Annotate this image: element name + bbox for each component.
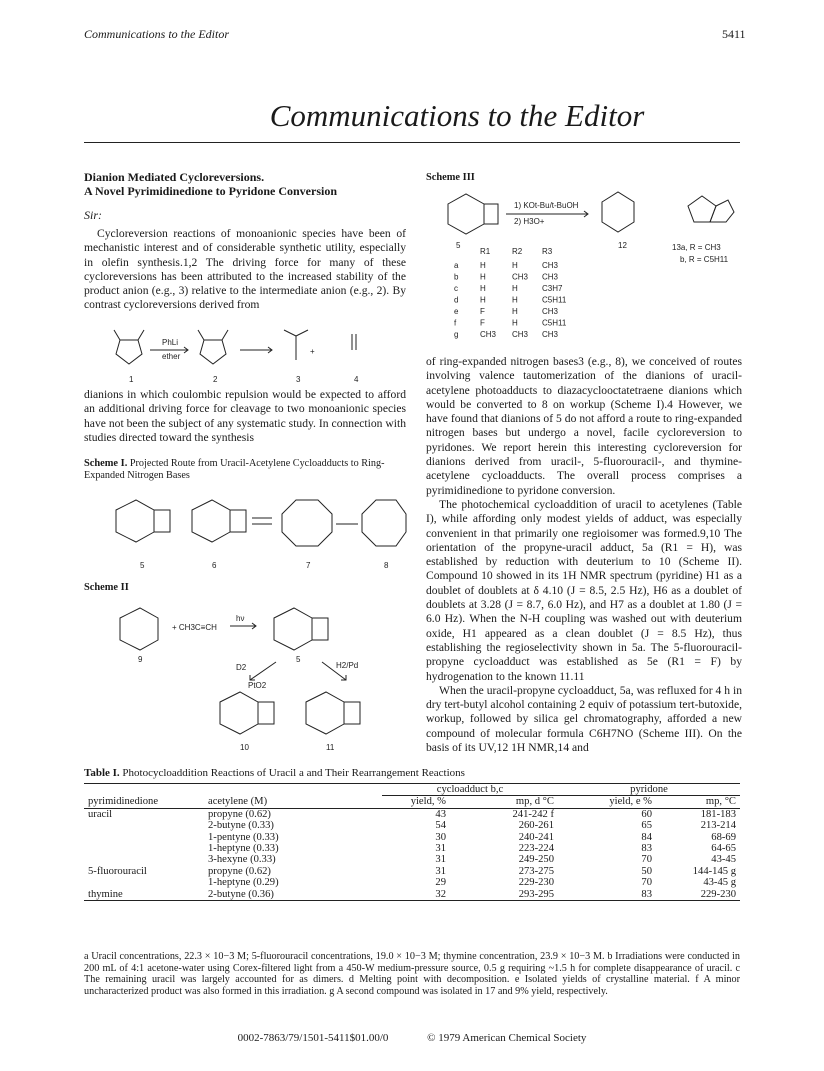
compound-number: 6	[212, 561, 217, 570]
table-cell: 5-fluorouracil	[88, 865, 147, 877]
table-title	[84, 767, 465, 779]
substituent-r3: CH3	[542, 307, 559, 316]
table-cell: 1-pentyne (0.33)	[208, 831, 279, 843]
table-row	[84, 877, 740, 888]
substituent-r3: C5H11	[542, 295, 567, 305]
table-title-label: Table I.	[84, 767, 120, 779]
compound-id: b	[454, 272, 459, 282]
pto2-label: PtO2	[248, 681, 267, 690]
paragraph-1-text: Cycloreversion reactions of monoanionic species have been of mechanistic interest and of considerable synthetic utility, especially in olefin synthesis.1,2 The driving force for many of these cycloreversions has been attributed to the increased stability of the product anion (e.g., 3) relative to the intermediate anion (e.g., 2). By contrast cycloreversions derived from	[84, 227, 406, 312]
table-cell: 241-242 f	[512, 808, 554, 820]
table-cell: 2-butyne (0.33)	[208, 820, 274, 832]
scheme2-structures	[100, 596, 400, 756]
table-cell: 3-hexyne (0.33)	[208, 854, 276, 866]
substituent-r2: H	[512, 307, 518, 316]
table-cell: 32	[435, 888, 446, 900]
right-paragraph-1: of ring-expanded nitrogen bases3 (e.g., 8), we conceived of routes involving valence tautomerization of the dianions of uracil-acetylene photoadducts to diazacyclooctatetraene dianions which would be converted to 8 on workup (Scheme I).4 However, we have found that dianions of 5 do not afford a route to ring-expanded nitrogen bases but undergo a novel, facile cycloreversion to pyridones. We report herein this interesting cycloreversion for dianions derived from uracil-, 5-fluorouracil-, and thymine-acetylene cycloadducts. The overall process comprises a pyrimidinedione to pyridone conversion.	[426, 355, 742, 497]
substituent-r2: H	[512, 284, 518, 293]
svg-text:5: 5	[456, 241, 461, 250]
scheme1-label: Scheme I.	[84, 458, 128, 469]
title-rule	[84, 142, 740, 143]
column-header: mp, °C	[705, 796, 736, 808]
substituent-r3: CH3	[542, 330, 559, 339]
compound-number: 4	[354, 375, 359, 384]
table-row	[84, 832, 740, 843]
substituent-r2: H	[512, 295, 518, 305]
group-header-cycloadduct: cycloadduct b,c	[382, 784, 558, 796]
compound-number: 3	[296, 375, 301, 384]
compound-number: 9	[138, 655, 143, 664]
scheme3-reagent-1: 1) KOt-Bu/t-BuOH	[514, 201, 579, 210]
substituent-r3: CH3	[542, 272, 559, 282]
substituent-r3: C3H7	[542, 284, 563, 293]
compound-number: 7	[306, 561, 311, 570]
hv-label: hν	[236, 614, 245, 623]
table-row	[84, 854, 740, 865]
column-header: yield, %	[410, 796, 446, 808]
table-cell: 2-butyne (0.36)	[208, 888, 274, 900]
column-header: pyrimidinedione	[88, 796, 159, 808]
table-cell: 70	[641, 854, 652, 866]
compound-number: 11	[326, 743, 335, 752]
table-cell: 144-145 g	[692, 865, 736, 877]
d2-label: D2	[236, 663, 247, 672]
doc-code: 0002-7863/79/1501-5411$01.00/0	[237, 1032, 389, 1044]
table-cell: thymine	[88, 888, 123, 900]
table-cell: 65	[641, 820, 652, 832]
data-table	[84, 783, 740, 901]
ether-label: ether	[162, 352, 181, 361]
svg-text:+: +	[310, 347, 315, 356]
table-cell	[84, 820, 204, 831]
table-row	[84, 843, 740, 854]
table-cell: 54	[435, 820, 446, 832]
table-cell: 29	[435, 877, 446, 889]
section-title: Communications to the Editor	[269, 98, 645, 133]
table-cell: 213-214	[700, 820, 736, 832]
table-cell: 31	[435, 854, 446, 866]
scheme1-caption-text: Projected Route from Uracil-Acetylene Cycloadducts to Ring-Expanded Nitrogen Bases	[84, 458, 385, 481]
substituent-r1: H	[480, 284, 486, 293]
substituent-r1: H	[480, 261, 486, 270]
table-cell: 60	[641, 808, 652, 820]
article-title-line1: Dianion Mediated Cycloreversions.	[84, 170, 265, 184]
table-cell: 293-295	[518, 888, 554, 900]
paragraph-2	[84, 388, 406, 445]
column-header: acetylene (M)	[208, 796, 268, 808]
group-header-pyridone: pyridone	[558, 784, 740, 796]
compound-number: 5	[140, 561, 145, 570]
scheme3-label: Scheme III	[426, 172, 475, 183]
substituent-r2: H	[512, 318, 518, 328]
table-cell: 181-183	[700, 808, 736, 820]
table-cell: propyne (0.62)	[208, 865, 271, 877]
running-header: Communications to the Editor	[84, 27, 229, 41]
table-cell: 229-230	[700, 888, 736, 900]
phli-label: PhLi	[162, 338, 179, 347]
table-cell	[84, 877, 204, 888]
table-cell: 223-224	[518, 843, 554, 855]
compound-number: 5	[296, 655, 301, 664]
compound-id: g	[454, 330, 459, 339]
substituent-r1: H	[480, 272, 486, 282]
table-cell: 83	[641, 888, 652, 900]
scheme3-reagent-2: 2) H3O+	[514, 217, 545, 226]
article-title	[84, 170, 404, 198]
table-cell: 43	[435, 808, 446, 820]
scheme3-side-label-1: 13a, R = CH3	[672, 243, 721, 252]
table-cell: 30	[435, 831, 446, 843]
table-cell: 43-45	[711, 854, 736, 866]
right-paragraph-3: When the uracil-propyne cycloadduct, 5a, was refluxed for 4 h in dry tert-butyl alcohol containing 2 equiv of potassium tert-butoxide, workup, followed by silica gel chromatography, afforded a new compound of molecular formula C6H7NO (Scheme III). On the basis of its UV,12 1H NMR,14 and	[426, 683, 742, 755]
scheme2-label: Scheme II	[84, 582, 129, 593]
substituent-header: R3	[542, 247, 553, 256]
compound-id: c	[454, 284, 458, 293]
table-cell: 273-275	[518, 865, 554, 877]
paragraph-2-text: dianions in which coulombic repulsion would be expected to afford an additional driving force for cleavage to two monoanionic species have not been the subject of any systematic study. In connection with studies directed toward the synthesis	[84, 388, 406, 444]
substituent-r1: F	[480, 318, 485, 328]
substituent-r1: H	[480, 295, 486, 305]
right-paragraph-2: The photochemical cycloaddition of uracil to acetylenes (Table I), while affording only modest yields of adduct, was especially convenient in that primarily one regioisomer was formed.9,10 The orientation of the propyne-uracil adduct, 5a (R1 = H), was established by reduction with deuterium to 10 (Scheme II). Compound 10 showed in its 1H NMR spectrum (pyridine) H1 as a doublet of doublets at δ 4.10 (J = 8.5, 2.5 Hz), H6 as a doublet of doublets at 3.28 (J = 8.7, 6.0 Hz), and H7 as a doublet at 1.80 (J = 6.0 Hz). When the N-H coupling was washed out with deuterium oxide, H1 appeared as a clean doublet (J = 8.5 Hz), thus establishing the regioselectivity shown in 5a. The 5-fluorouracil-propyne cycloadduct was established as 5e (R1 = F) by hydrogenation to the known 11.11	[426, 497, 742, 683]
column-header: yield, e %	[609, 796, 652, 808]
compound-number: 2	[213, 375, 218, 384]
substituent-r2: CH3	[512, 272, 529, 282]
table-cell: propyne (0.62)	[208, 808, 271, 820]
table-cell: 31	[435, 865, 446, 877]
table-cell: 229-230	[518, 877, 554, 889]
table-row	[84, 820, 740, 831]
compound-id: a	[454, 261, 459, 270]
table-cell: 240-241	[518, 831, 554, 843]
substituent-r3: C5H11	[542, 318, 567, 328]
table-cell: 83	[641, 843, 652, 855]
paragraph-1	[84, 227, 406, 313]
copyright: © 1979 American Chemical Society	[427, 1032, 587, 1044]
table-cell: 1-heptyne (0.33)	[208, 843, 279, 855]
table-cell: 70	[641, 877, 652, 889]
right-column	[426, 355, 742, 755]
substituent-r1: CH3	[480, 330, 497, 339]
scheme1-caption	[84, 458, 406, 481]
substituent-r3: CH3	[542, 261, 559, 270]
table-cell: 31	[435, 843, 446, 855]
structures-1-4	[100, 312, 400, 384]
compound-id: e	[454, 307, 459, 316]
compound-id: f	[454, 318, 457, 328]
scheme3-structures	[432, 186, 742, 346]
table-cell: 84	[641, 831, 652, 843]
compound-id: d	[454, 295, 459, 305]
substituent-r2: H	[512, 261, 518, 270]
svg-text:12: 12	[618, 241, 627, 250]
table-cell: 50	[641, 865, 652, 877]
page-number: 5411	[722, 27, 746, 41]
substituent-header: R2	[512, 247, 523, 256]
compound-number: 1	[129, 375, 134, 384]
page-footer	[0, 1032, 824, 1044]
table-row	[84, 808, 740, 820]
article-title-line2: A Novel Pyrimidinedione to Pyridone Conversion	[84, 184, 337, 198]
table-cell: 249-250	[518, 854, 554, 866]
h2pd-label: H2/Pd	[336, 661, 359, 670]
table-cell: 43-45 g	[703, 877, 736, 889]
propyne-reagent: + CH3C≡CH	[172, 623, 217, 632]
scheme3-side-label-2: b, R = C5H11	[680, 255, 729, 264]
compound-number: 10	[240, 743, 249, 752]
table-cell: 260-261	[518, 820, 554, 832]
substituent-r2: CH3	[512, 330, 529, 339]
column-header: mp, d °C	[515, 796, 554, 808]
scheme1-structures	[96, 488, 408, 572]
table-cell	[84, 854, 204, 865]
table-cell: 68-69	[711, 831, 736, 843]
table-cell: 64-65	[711, 843, 736, 855]
substituent-r1: F	[480, 307, 485, 316]
table-row	[84, 866, 740, 877]
substituent-header: R1	[480, 247, 491, 256]
table-row	[84, 889, 740, 901]
table-cell	[84, 843, 204, 854]
table-title-text: Photocycloaddition Reactions of Uracil a and Their Rearrangement Reactions	[122, 767, 465, 779]
compound-number: 8	[384, 561, 389, 570]
table-footnotes: a Uracil concentrations, 22.3 × 10−3 M; 5-fluorouracil concentrations, 19.0 × 10−3 M; thymine concentration, 23.9 × 10−3 M. b Irradiations were conducted in 200 mL of 4:1 acetone-water using Corex-filtered light from a 450-W medium-pressure source, 0.5 g requiring ~1.5 h for complete disappearance of uracil. c The remaining uracil was largely accounted for as dimers. d Melting point with decomposition. e Isolated yields of crystalline material. f A minor uncharacterized product was also formed in this irradiation. g A second compound was isolated in 17 and 9% yield, respectively.	[84, 951, 740, 997]
salutation: Sir:	[84, 208, 102, 222]
table-cell: 1-heptyne (0.29)	[208, 877, 279, 889]
table-cell	[84, 832, 204, 843]
table-cell: uracil	[88, 808, 113, 820]
